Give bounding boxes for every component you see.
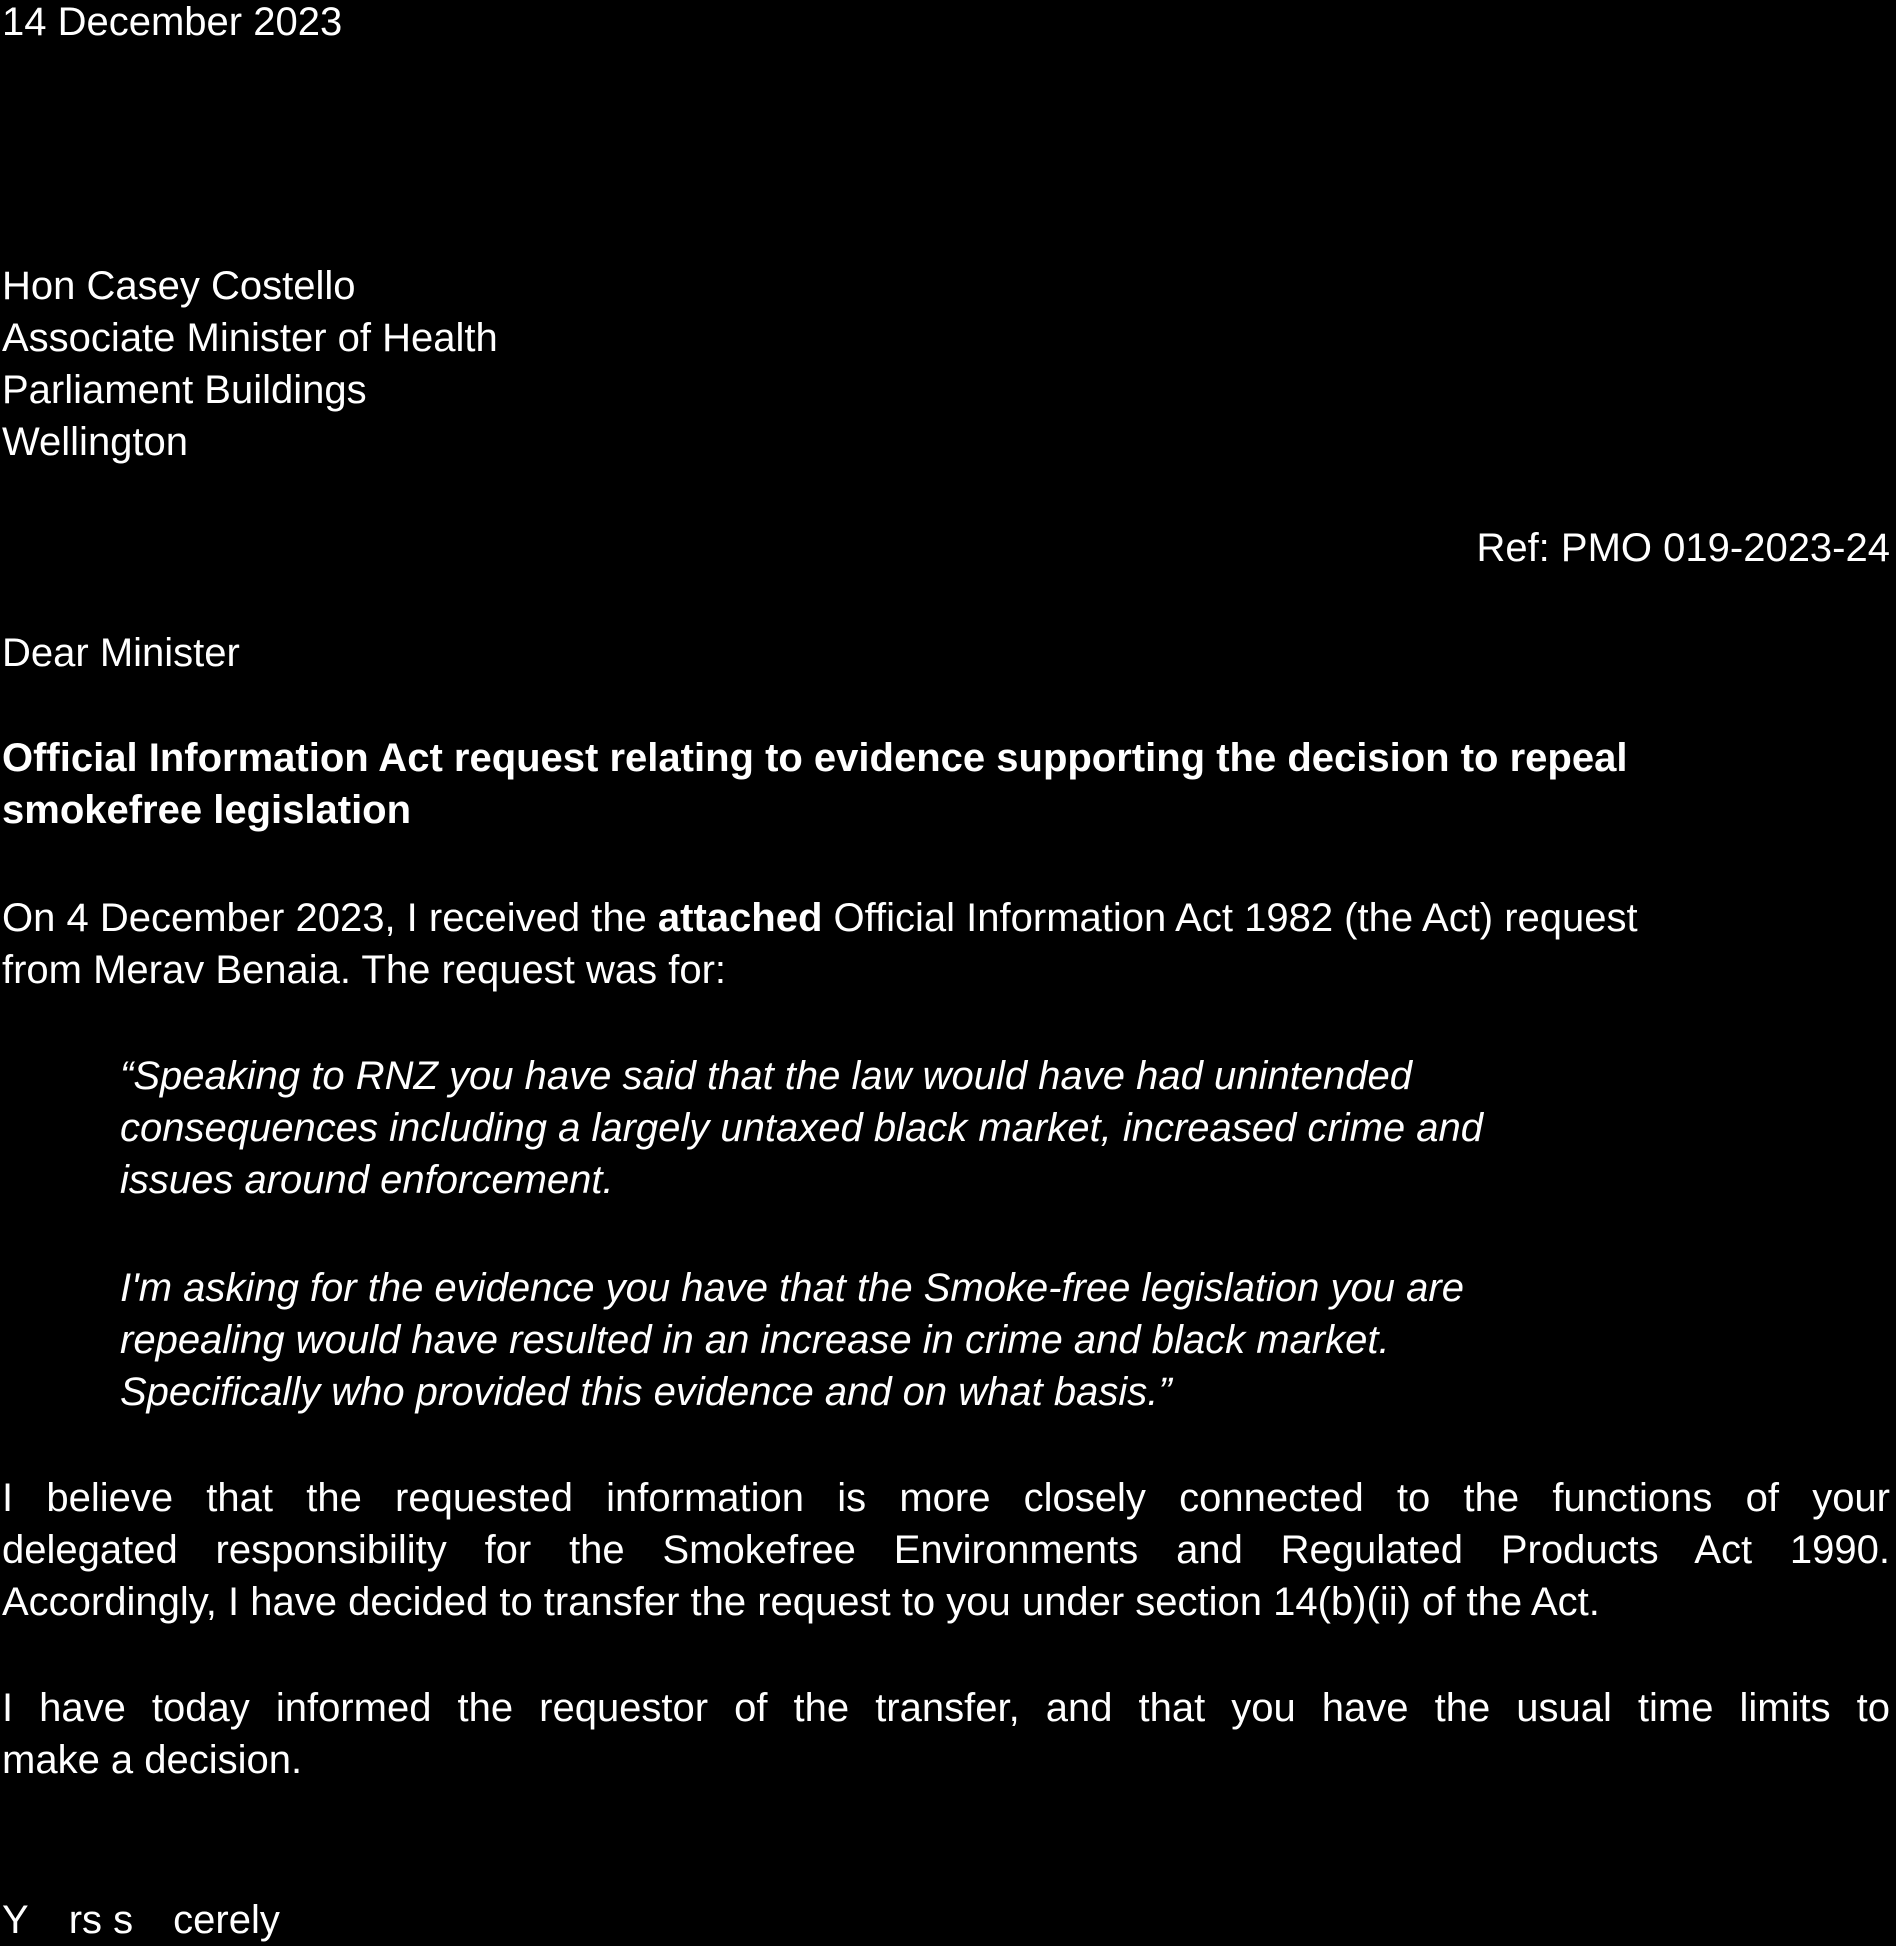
body-line: I believe that the requested information is more closely connected to the functions of your: [2, 1476, 1890, 1520]
closing-fragment-2: rs s: [68, 1898, 134, 1942]
recipient-building: Parliament Buildings: [2, 368, 367, 412]
quoted-request-paragraph-1: [120, 1050, 1483, 1206]
letter-date: 14 December 2023: [2, 0, 343, 44]
quoted-request-paragraph-2: [120, 1262, 1464, 1418]
body-line: I have today informed the requestor of the transfer, and that you have the usual time limits to: [2, 1686, 1890, 1730]
body-line: Accordingly, I have decided to transfer the request to you under section 14(b)(ii) of the Act.: [2, 1580, 1600, 1624]
quote-line: “Speaking to RNZ you have said that the law would have had unintended: [120, 1054, 1412, 1098]
recipient-city: Wellington: [2, 420, 189, 464]
body-line: delegated responsibility for the Smokefree Environments and Regulated Products Act 1990.: [2, 1528, 1890, 1572]
intro-paragraph: [2, 892, 1638, 996]
reference-number: Ref: PMO 019-2023-24: [1476, 526, 1890, 570]
quote-line: issues around enforcement.: [120, 1158, 614, 1202]
quote-line: Specifically who provided this evidence and on what basis.”: [120, 1370, 1172, 1414]
attached-emphasis: attached: [657, 896, 823, 940]
transfer-paragraph: [2, 1472, 1890, 1628]
intro-prefix: On 4 December 2023, I received the: [2, 896, 658, 940]
recipient-name: Hon Casey Costello: [2, 264, 356, 308]
closing: [2, 1894, 280, 1946]
closing-fragment-3: cerely: [173, 1898, 280, 1942]
salutation: Dear Minister: [2, 631, 240, 675]
closing-fragment-1: Y: [2, 1898, 29, 1942]
quote-line: repealing would have resulted in an increase in crime and black market.: [120, 1318, 1390, 1362]
recipient-title: Associate Minister of Health: [2, 316, 498, 360]
informed-paragraph: [2, 1682, 1890, 1786]
intro-suffix: Official Information Act 1982 (the Act) request: [822, 896, 1638, 940]
subject-heading: [2, 732, 1627, 836]
body-line: make a decision.: [2, 1738, 303, 1782]
intro-line-1: [2, 892, 1638, 944]
subject-line-2: smokefree legislation: [2, 788, 412, 832]
quote-line: consequences including a largely untaxed black market, increased crime and: [120, 1106, 1483, 1150]
subject-line-1: Official Information Act request relating to evidence supporting the decision to repeal: [2, 736, 1628, 780]
intro-line-2: from Merav Benaia. The request was for:: [2, 948, 727, 992]
quote-line: I'm asking for the evidence you have that the Smoke-free legislation you are: [120, 1266, 1464, 1310]
recipient-address: [2, 260, 498, 468]
